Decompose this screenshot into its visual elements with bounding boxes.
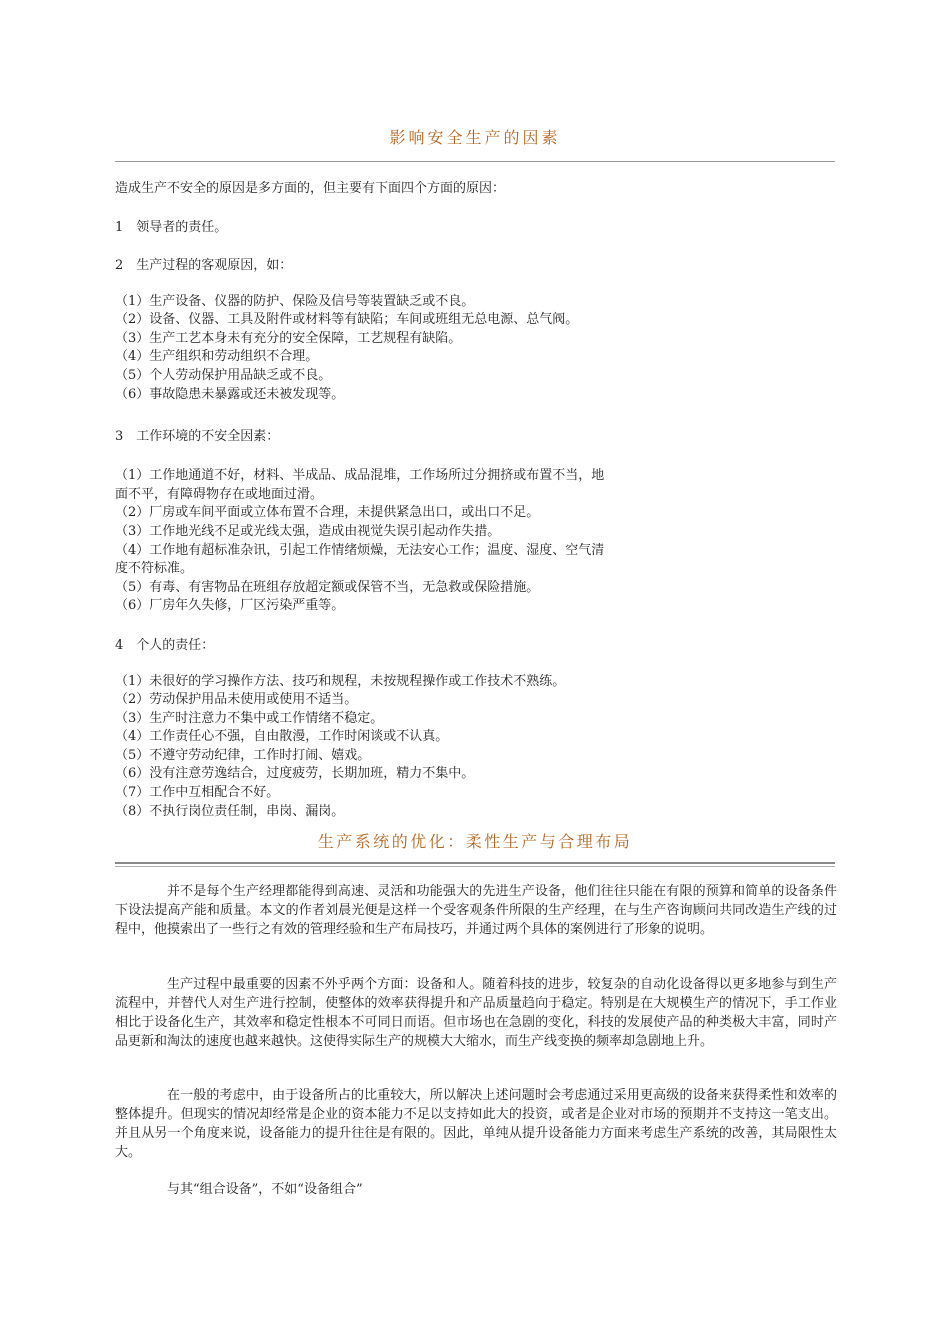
list-item: （5）个人劳动保护用品缺乏或不良。 [115, 368, 332, 383]
section2-title: 生产系统的优化：柔性生产与合理布局 [317, 832, 633, 851]
list-item: （4）生产组织和劳动组织不合理。 [115, 349, 319, 364]
list-item: （8）不执行岗位责任制，串岗、漏岗。 [115, 804, 345, 819]
list-item: （3）工作地光线不足或光线太强，造成由视觉失误引起动作失措。 [115, 524, 501, 539]
list-item: （3）生产时注意力不集中或工作情绪不稳定。 [115, 711, 384, 726]
list-item-continuation: 面不平，有障碍物存在或地面过滑。 [115, 487, 324, 502]
list-item: （2）劳动保护用品未使用或使用不适当。 [115, 692, 358, 707]
section1-intro: 造成生产不安全的原因是多方面的，但主要有下面四个方面的原因： [115, 181, 506, 196]
cause-heading-1: 1 领导者的责任。 [115, 220, 228, 235]
title-divider-thin [115, 866, 835, 867]
list-item: （2）设备、仪器、工具及附件或材料等有缺陷；车间或班组无总电源、总气阀。 [115, 312, 579, 327]
section1-title: 影响安全生产的因素 [389, 128, 561, 147]
cause-heading-2: 2 生产过程的客观原因，如： [115, 258, 293, 273]
list-item: （3）生产工艺本身未有充分的安全保障，工艺规程有缺陷。 [115, 331, 462, 346]
body-paragraph: 并不是每个生产经理都能得到高速、灵活和功能强大的先进生产设备，他们往往只能在有限的预算和简单的设备条件下设法提高产能和质量。本文的作者刘晨光便是这样一个受客观条件所限的生产经理，在与生产咨询顾问共同改造生产线的过程中，他摸索出了一些行之有效的管理经验和生产布局技巧，并通过两个具体的案例进行了形象的说明。 [115, 884, 837, 937]
list-item: （5）有毒、有害物品在班组存放超定额或保管不当，无急救或保险措施。 [115, 580, 540, 595]
title-divider [115, 161, 835, 162]
list-item: （4）工作地有超标准杂讯，引起工作情绪烦燥，无法安心工作；温度、湿度、空气清 [115, 543, 605, 558]
list-item-continuation: 度不符标准。 [115, 561, 194, 576]
list-item: （5）不遵守劳动纪律，工作时打闹、嬉戏。 [115, 748, 371, 763]
list-item: （4）工作责任心不强，自由散漫，工作时闲谈或不认真。 [115, 729, 449, 744]
body-paragraph-subheading: 与其“组合设备”，不如“设备组合” [167, 1182, 363, 1197]
list-item: （6）厂房年久失修，厂区污染严重等。 [115, 598, 345, 613]
list-item: （7）工作中互相配合不好。 [115, 785, 280, 800]
list-item: （1）工作地通道不好，材料、半成品、成品混堆，工作场所过分拥挤或布置不当，地 [115, 468, 605, 483]
title-divider-thick [115, 862, 835, 864]
list-item: （2）厂房或车间平面或立体布置不合理，未提供紧急出口，或出口不足。 [115, 505, 540, 520]
list-item: （1）未很好的学习操作方法、技巧和规程，未按规程操作或工作技术不熟练。 [115, 674, 566, 689]
cause-heading-3: 3 工作环境的不安全因素： [115, 429, 280, 444]
cause-heading-4: 4 个人的责任： [115, 638, 215, 653]
list-item: （1）生产设备、仪器的防护、保险及信号等装置缺乏或不良。 [115, 294, 475, 309]
body-paragraph: 在一般的考虑中，由于设备所占的比重较大，所以解决上述问题时会考虑通过采用更高级的设备来获得柔性和效率的整体提升。但现实的情况却经常是企业的资本能力不足以支持如此大的投资，或者是企业对市场的预期并不支持这一笔支出。并且从另一个角度来说，设备能力的提升往往是有限的。因此，单纯从提升设备能力方面来考虑生产系统的改善，其局限性太大。 [115, 1088, 837, 1160]
list-item: （6）没有注意劳逸结合，过度疲劳，长期加班，精力不集中。 [115, 766, 475, 781]
body-paragraph: 生产过程中最重要的因素不外乎两个方面：设备和人。随着科技的进步，较复杂的自动化设备得以更多地参与到生产流程中，并替代人对生产进行控制，使整体的效率获得提升和产品质量趋向于稳定。特别是在大规模生产的情况下，手工作业相比于设备化生产，其效率和稳定性根本不可同日而语。但市场也在急剧的变化，科技的发展使产品的种类极大丰富，同时产品更新和淘汰的速度也越来越快。这使得实际生产的规模大大缩水，而生产线变换的频率却急剧地上升。 [115, 977, 837, 1049]
list-item: （6）事故隐患未暴露或还未被发现等。 [115, 387, 345, 402]
